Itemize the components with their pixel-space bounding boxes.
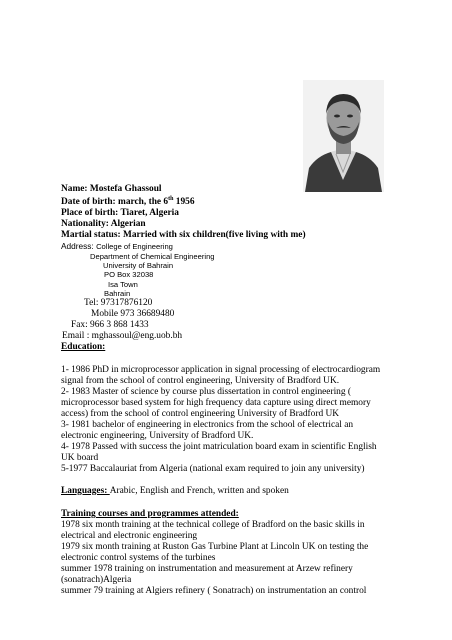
education-heading: Education: <box>61 342 106 352</box>
training-line: 1978 six month training at the technical college of Bradford on the basic skills in <box>61 520 365 530</box>
training-line: summer 1978 training on instrumentation and measurement at Arzew refinery <box>61 564 353 574</box>
address-institution: College of Engineering <box>96 242 173 251</box>
languages-line <box>61 486 289 496</box>
dob-superscript: th <box>168 196 174 202</box>
email-line: Email : mghassoul@eng.uob.bh <box>62 331 183 341</box>
fax-line: Fax: 966 3 868 1433 <box>71 320 149 330</box>
address-po-box: PO Box 32038 <box>104 270 154 279</box>
portrait-photo <box>303 80 384 192</box>
education-line: 3- 1981 bachelor of engineering in electronics from the school of electrical an <box>61 420 354 430</box>
education-line: UK board <box>61 453 99 463</box>
dob-text: Date of birth: march, the 6 <box>61 197 169 208</box>
marital-status-line: Martial status: Married with six children(five living with me) <box>61 230 306 240</box>
languages-label: Languages: <box>61 486 110 496</box>
address-university: University of Bahrain <box>103 261 174 270</box>
education-line: microprocessor based system for high frequency data capture using direct memory <box>61 398 371 408</box>
address-department: Department of Chemical Engineering <box>90 252 215 261</box>
education-line: 5-1977 Baccalauriat from Algeria (national exam required to join any university) <box>61 464 365 474</box>
name-line: Name: Mostefa Ghassoul <box>61 184 162 194</box>
place-of-birth-line: Place of birth: Tiaret, Algeria <box>61 208 179 218</box>
education-line: 4- 1978 Passed with success the joint matriculation board exam in scientific English <box>61 442 377 452</box>
dob-year: 1956 <box>173 197 195 208</box>
training-line: (sonatrach)Algeria <box>61 575 132 585</box>
tel-line: Tel: 97317876120 <box>84 298 153 308</box>
education-line: 1- 1986 PhD in microprocessor application in signal processing of electrocardiogram <box>61 365 381 375</box>
mobile-line: Mobile 973 36689480 <box>91 309 175 319</box>
education-line: 2- 1983 Master of science by course plus dissertation in control engineering ( <box>61 387 352 397</box>
training-line: summer 79 training at Algiers refinery ( Sonatrach) on instrumentation an control <box>61 586 367 596</box>
training-line: electronic control systems of the turbines <box>61 553 216 563</box>
training-line: 1979 six month training at Ruston Gas Turbine Plant at Lincoln UK on testing the <box>61 542 369 552</box>
address-town: Isa Town <box>108 280 138 289</box>
languages-value: Arabic, English and French, written and spoken <box>109 486 289 496</box>
training-heading: Training courses and programmes attended: <box>61 509 239 519</box>
education-line: electronic engineering, University of Bradford UK. <box>61 431 254 441</box>
nationality-line: Nationality: Algerian <box>61 219 146 229</box>
address-line-1 <box>61 241 173 252</box>
address-label: Address: <box>61 241 97 251</box>
address-country: Bahrain <box>104 289 131 298</box>
dob-line <box>61 196 195 207</box>
training-line: electrical and electronic engineering <box>61 531 198 541</box>
education-line: signal from the school of control engineering, University of Bradford UK. <box>61 376 340 386</box>
education-line: access) from the school of control engineering University of Bradford UK <box>61 409 340 419</box>
